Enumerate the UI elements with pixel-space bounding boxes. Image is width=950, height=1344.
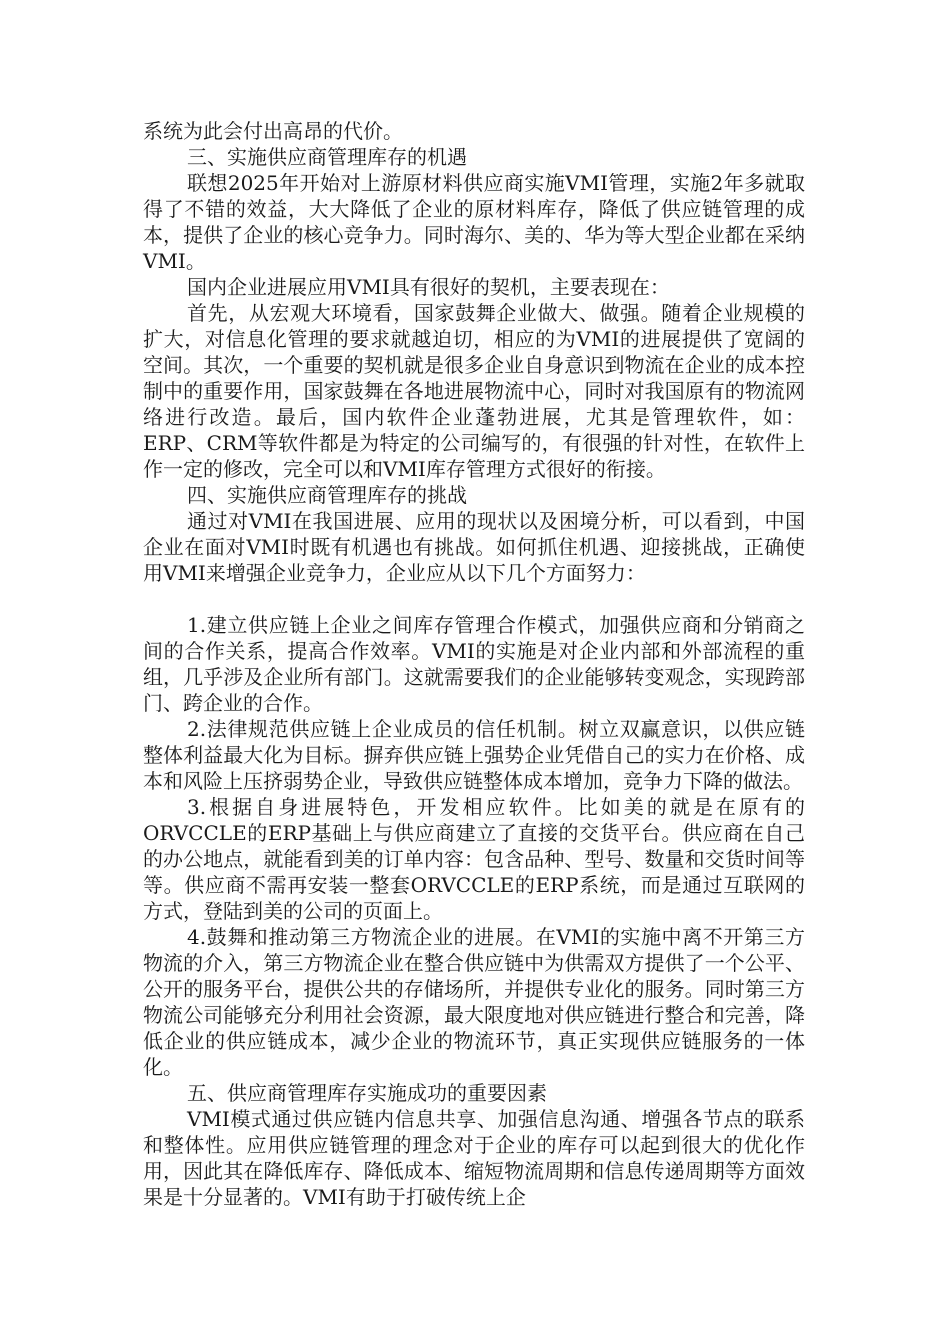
- paragraph-lenovo: 联想2025年开始对上游原材料供应商实施VMI管理，实施2年多就取得了不错的效益，大大降低了企业的原材料库存，降低了供应链管理的成本，提供了企业的核心竞争力。同时海尔、美的、华为等大型企业都在采纳VMI。: [143, 171, 805, 273]
- paragraph-continuation: 系统为此会付出高昂的代价。: [143, 119, 403, 143]
- paragraph-challenges-intro: 通过对VMI在我国进展、应用的现状以及困境分析，可以看到，中国企业在面对VMI时既有机遇也有挑战。如何抓住机遇、迎接挑战，正确使用VMI来增强企业竞争力，企业应从以下几个方面努力：: [143, 509, 805, 585]
- document-body: [143, 118, 805, 1210]
- section-heading-challenges: 四、实施供应商管理库存的挑战: [187, 483, 467, 507]
- paragraph-first-second-last: 首先，从宏观大环境看，国家鼓舞企业做大、做强。随着企业规模的扩大，对信息化管理的要求就越迫切，相应的为VMI的进展提供了宽阔的空间。其次，一个重要的契机就是很多企业自身意识到物流在企业的成本控制中的重要作用，国家鼓舞在各地进展物流中心，同时对我国原有的物流网络进行改造。最后，国内软件企业蓬勃进展，尤其是管理软件，如：ERP、CRM等软件都是为特定的公司编写的，有很强的针对性，在软件上作一定的修改，完全可以和VMI库存管理方式很好的衔接。: [143, 301, 805, 481]
- paragraph-domestic-intro: 国内企业进展应用VMI具有很好的契机，主要表现在：: [187, 275, 670, 299]
- list-item-1: 1.建立供应链上企业之间库存管理合作模式，加强供应商和分销商之间的合作关系，提高合作效率。VMI的实施是对企业内部和外部流程的重组，几乎涉及企业所有部门。这就需要我们的企业能够转变观念，实现跨部门、跨企业的合作。: [143, 613, 805, 715]
- list-item-2: 2.法律规范供应链上企业成员的信任机制。树立双赢意识，以供应链整体利益最大化为目标。摒弃供应链上强势企业凭借自己的实力在价格、成本和风险上压挤弱势企业，导致供应链整体成本增加，竞争力下降的做法。: [143, 717, 805, 793]
- section-heading-success-factors: 五、供应商管理库存实施成功的重要因素: [187, 1081, 547, 1105]
- blank-line: [143, 586, 805, 612]
- list-item-3: 3.根据自身进展特色，开发相应软件。比如美的就是在原有的ORVCCLE的ERP基础上与供应商建立了直接的交货平台。供应商在自己的办公地点，就能看到美的订单内容：包含品种、型号、数量和交货时间等等。供应商不需再安装一整套ORVCCLE的ERP系统，而是通过互联网的方式，登陆到美的公司的页面上。: [143, 795, 805, 923]
- list-item-4: 4.鼓舞和推动第三方物流企业的进展。在VMI的实施中离不开第三方物流的介入，第三方物流企业在整合供应链中为供需双方提供了一个公平、公开的服务平台，提供公共的存储场所，并提供专业化的服务。同时第三方物流公司能够充分利用社会资源，最大限度地对供应链进行整合和完善，降低企业的供应链成本，减少企业的物流环节，真正实现供应链服务的一体化。: [143, 925, 805, 1079]
- section-heading-opportunities: 三、实施供应商管理库存的机遇: [187, 145, 467, 169]
- paragraph-vmi-model: VMI模式通过供应链内信息共享、加强信息沟通、增强各节点的联系和整体性。应用供应链管理的理念对于企业的库存可以起到很大的优化作用，因此其在降低库存、降低成本、缩短物流周期和信息传递周期等方面效果是十分显著的。VMI有助于打破传统上企: [143, 1107, 805, 1209]
